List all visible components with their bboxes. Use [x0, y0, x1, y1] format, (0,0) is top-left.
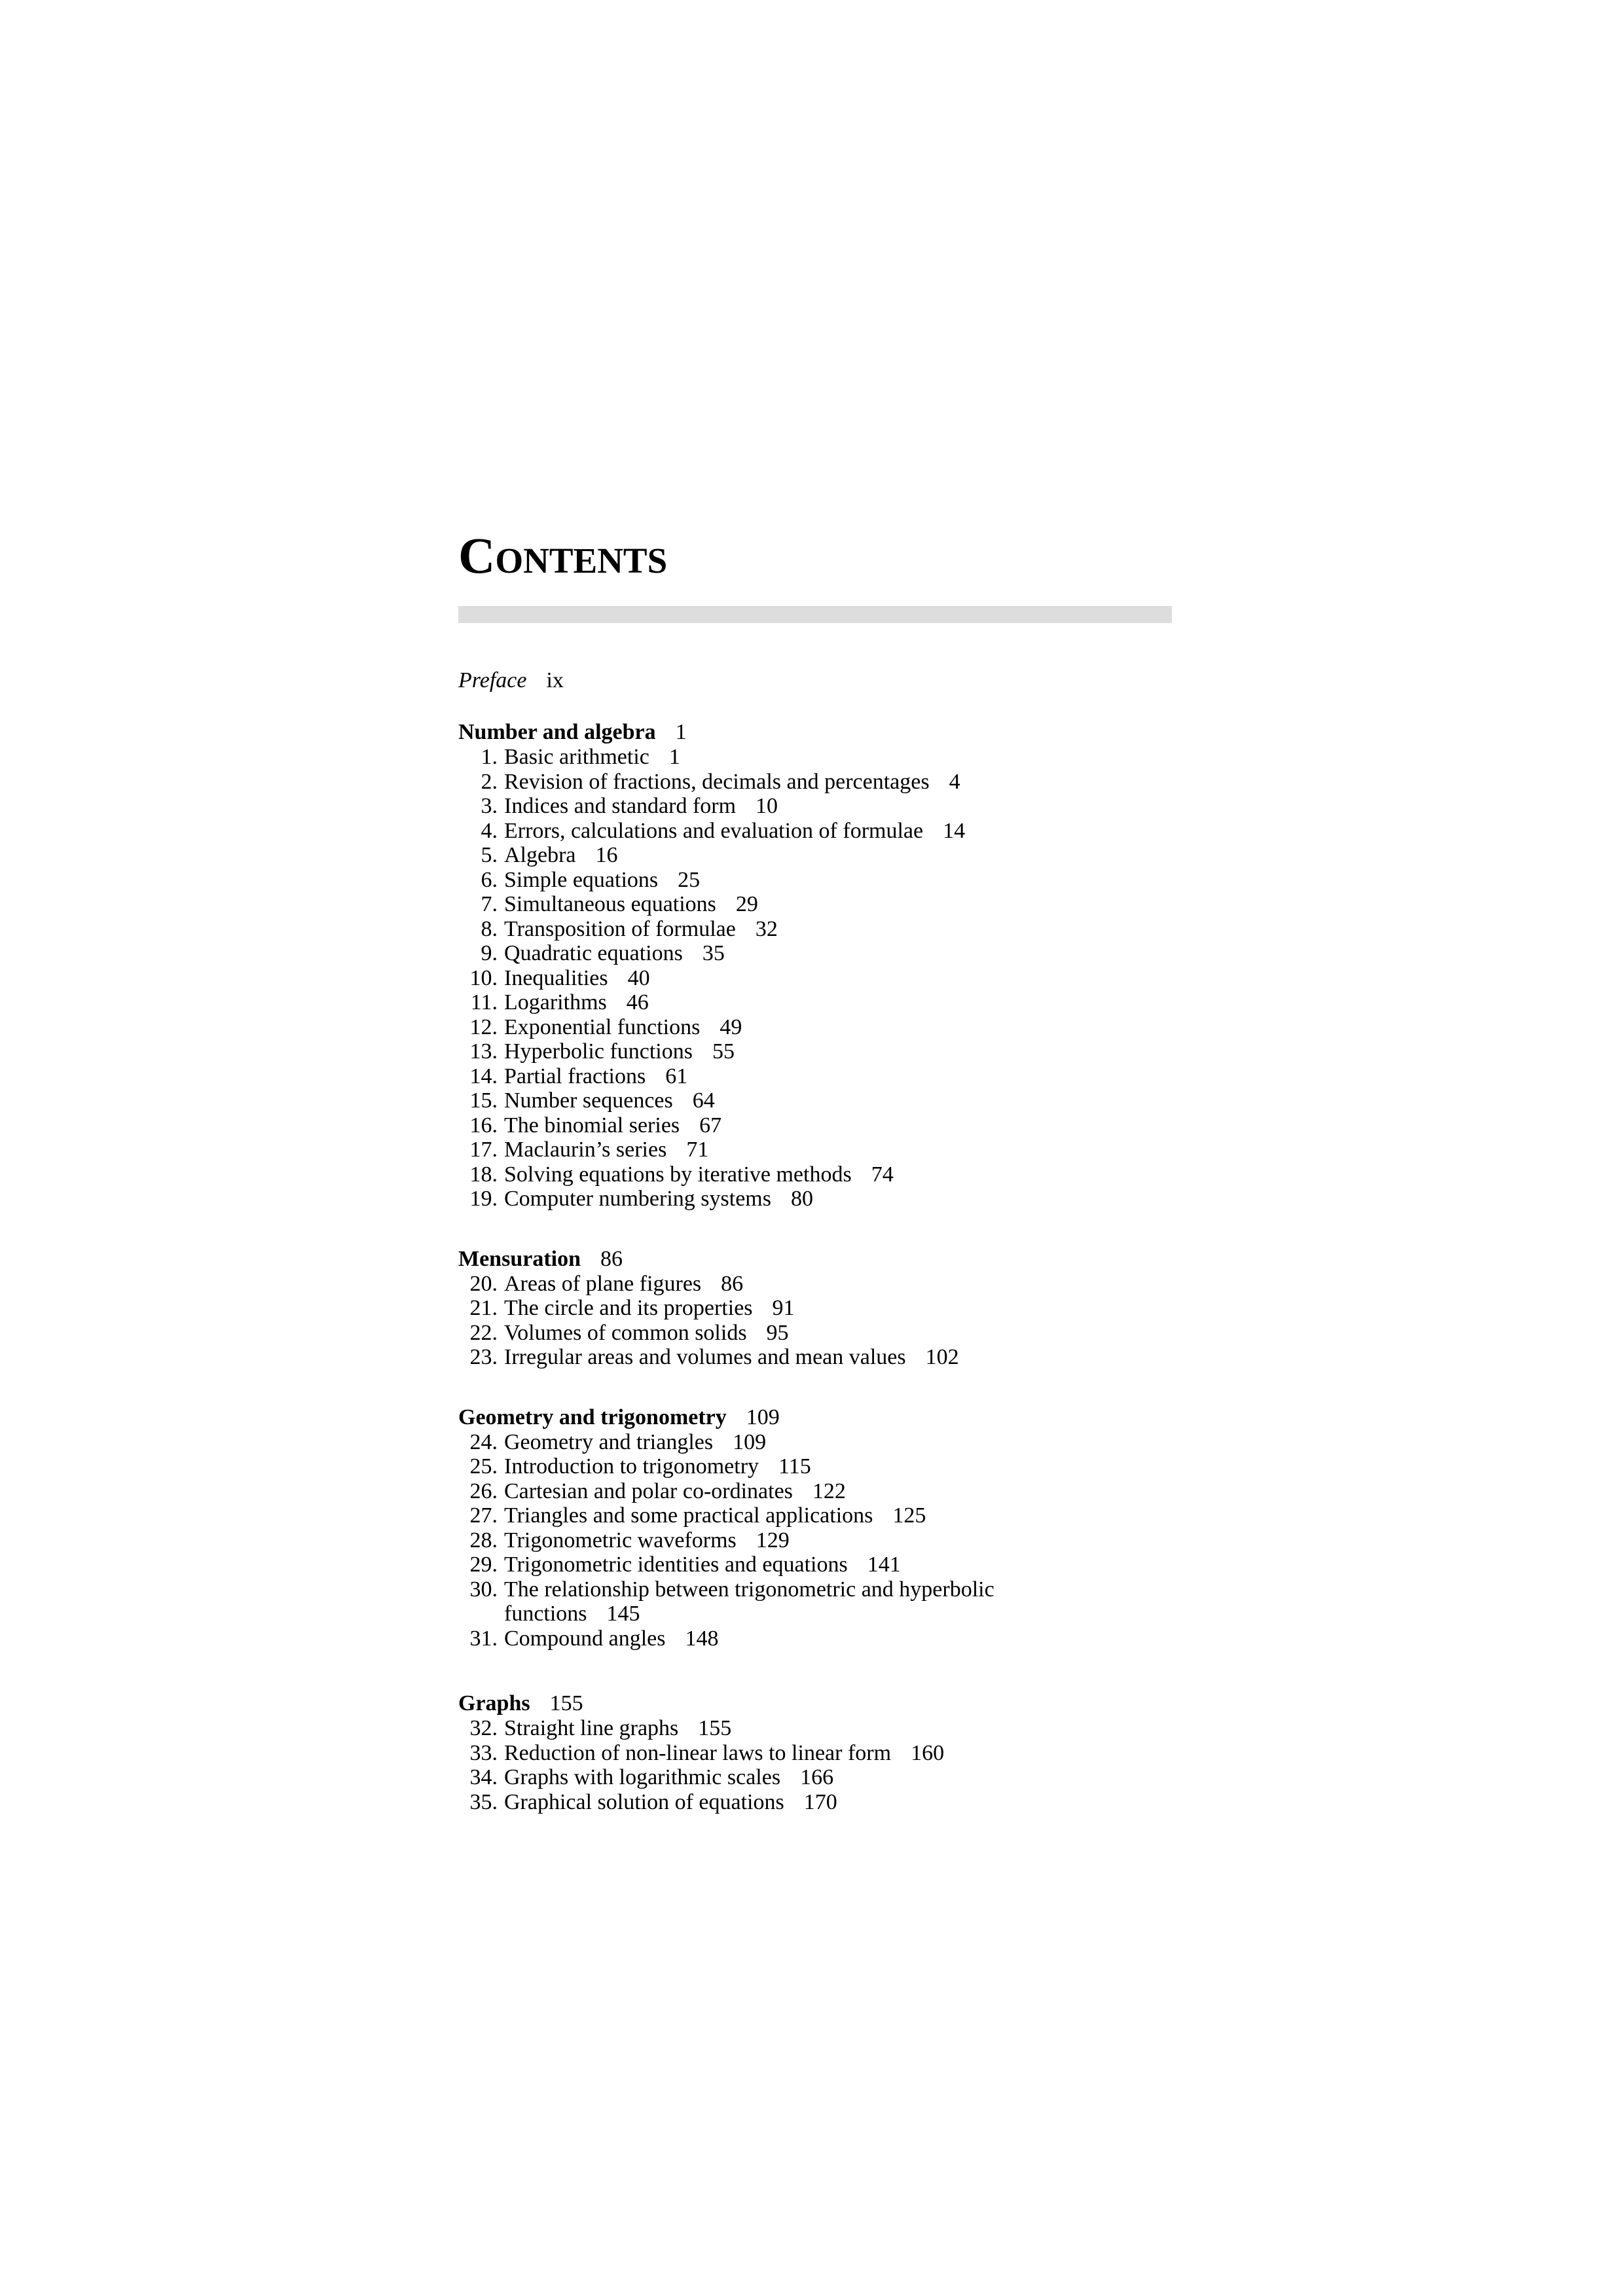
entry-title: Compound angles — [504, 1626, 666, 1651]
entry-text — [498, 917, 778, 942]
entry-number: 34. — [469, 1765, 498, 1789]
entry-title: Volumes of common solids — [504, 1320, 747, 1345]
entry-number: 5. — [481, 843, 498, 867]
entry-text — [498, 892, 758, 917]
entry-number: 24. — [469, 1429, 498, 1454]
entry-text — [498, 1626, 718, 1651]
section-geometry-and-trigonometry — [458, 1405, 1178, 1651]
entry-title: Number sequences — [504, 1088, 673, 1113]
entry-page: 35 — [702, 941, 725, 965]
entry-text — [498, 819, 965, 844]
toc-entry — [458, 1716, 1178, 1741]
preface-label: Preface — [458, 668, 527, 692]
entry-page: 1 — [668, 745, 680, 769]
entry-page: 122 — [812, 1479, 846, 1503]
entry-text — [498, 966, 650, 991]
entry-text — [498, 1430, 766, 1455]
toc-entry — [458, 1272, 1178, 1297]
entry-number: 32. — [469, 1716, 498, 1740]
entry-text — [498, 1296, 795, 1321]
entry-title: Indices and standard form — [504, 794, 737, 818]
toc-entry — [458, 917, 1178, 942]
entry-text — [498, 794, 778, 819]
section-number-and-algebra — [458, 720, 1178, 1211]
entry-page: 25 — [678, 867, 701, 892]
entry-text — [498, 1039, 735, 1064]
entry-list — [458, 1716, 1178, 1814]
entry-title: Straight line graphs — [504, 1716, 679, 1740]
entry-text — [498, 745, 680, 770]
entry-title: Reduction of non-linear laws to linear form — [504, 1740, 892, 1765]
entry-number: 13. — [469, 1039, 498, 1064]
entry-title: Introduction to trigonometry — [504, 1454, 759, 1479]
entry-title: Errors, calculations and evaluation of formulae — [504, 818, 924, 843]
toc-entry — [458, 1296, 1178, 1321]
toc-entry — [458, 1064, 1178, 1089]
toc-entry — [458, 745, 1178, 770]
section-title: Number and algebra — [458, 720, 656, 744]
entry-number: 7. — [481, 892, 498, 916]
entry-page: 55 — [712, 1039, 735, 1064]
entry-title: Logarithms — [504, 990, 607, 1014]
entry-page: 14 — [943, 818, 966, 843]
entry-title: Simultaneous equations — [504, 892, 716, 916]
entry-text — [498, 941, 725, 966]
toc-entry — [458, 1790, 1178, 1815]
toc-entry — [458, 1187, 1178, 1211]
entry-page: 67 — [699, 1113, 722, 1138]
entry-text — [498, 1015, 742, 1040]
entry-number: 35. — [469, 1789, 498, 1814]
entry-page: 109 — [733, 1429, 767, 1454]
section-heading — [458, 1247, 1178, 1272]
entry-title: Areas of plane figures — [504, 1271, 702, 1296]
entry-page: 129 — [756, 1528, 790, 1552]
entry-text — [498, 770, 960, 795]
entry-number: 30. — [469, 1577, 498, 1602]
entry-page: 49 — [720, 1014, 742, 1039]
entry-title: Geometry and triangles — [504, 1429, 714, 1454]
entry-text — [498, 1716, 731, 1741]
entry-title: Exponential functions — [504, 1014, 701, 1039]
toc-entry — [458, 1039, 1178, 1064]
entry-title: Quadratic equations — [504, 941, 683, 965]
entry-page: 125 — [892, 1503, 926, 1528]
entry-page: 145 — [606, 1602, 640, 1626]
toc-entry — [458, 1138, 1178, 1162]
section-title: Graphs — [458, 1691, 530, 1715]
entry-number: 8. — [481, 916, 498, 941]
entry-page: 40 — [627, 965, 650, 990]
entry-text — [498, 1064, 687, 1089]
toc-entry — [458, 1552, 1178, 1577]
toc-entry — [458, 1345, 1178, 1370]
entry-page: 74 — [871, 1162, 894, 1187]
entry-text — [498, 1321, 789, 1346]
entry-number: 20. — [469, 1271, 498, 1296]
entry-page: 61 — [665, 1064, 688, 1088]
entry-number: 25. — [469, 1454, 498, 1479]
toc-entry — [458, 1741, 1178, 1766]
entry-page: 4 — [949, 769, 960, 794]
entry-title: Transposition of formulae — [504, 916, 736, 941]
entry-number: 14. — [469, 1064, 498, 1088]
entry-title: Trigonometric waveforms — [504, 1528, 737, 1552]
entry-page: 155 — [698, 1716, 732, 1740]
entry-page: 29 — [735, 892, 758, 916]
entry-number: 19. — [469, 1187, 498, 1211]
entry-text — [498, 1345, 959, 1370]
contents-page — [458, 527, 1178, 1814]
entry-text — [498, 1272, 743, 1297]
entry-number: 12. — [469, 1014, 498, 1039]
entry-text — [498, 1113, 721, 1138]
entry-page: 91 — [772, 1296, 795, 1320]
entry-title: Revision of fractions, decimals and percentages — [504, 769, 930, 794]
toc-entry — [458, 1113, 1178, 1138]
entry-text — [498, 1552, 901, 1577]
entry-number: 3. — [481, 794, 498, 818]
entry-title: Algebra — [504, 843, 576, 867]
entry-title: Trigonometric identities and equations — [504, 1552, 848, 1577]
section-graphs — [458, 1691, 1178, 1814]
toc-entry — [458, 819, 1178, 844]
entry-title: Partial fractions — [504, 1064, 646, 1088]
entry-list — [458, 1272, 1178, 1370]
entry-title: Cartesian and polar co-ordinates — [504, 1479, 793, 1503]
section-title: Geometry and trigonometry — [458, 1405, 727, 1429]
title-rule — [458, 606, 1172, 623]
section-title: Mensuration — [458, 1246, 581, 1271]
toc-entry — [458, 1765, 1178, 1790]
entry-page: 141 — [867, 1552, 901, 1577]
entry-text — [498, 1088, 715, 1113]
entry-page: 95 — [766, 1320, 789, 1345]
toc-entry — [458, 1479, 1178, 1504]
toc-entry — [458, 868, 1178, 893]
entry-number: 33. — [469, 1740, 498, 1765]
entry-title: Triangles and some practical applications — [504, 1503, 873, 1528]
entry-text — [498, 990, 649, 1015]
entry-text — [498, 1454, 811, 1479]
section-page: 86 — [600, 1246, 623, 1271]
entry-page: 71 — [686, 1138, 709, 1162]
preface-entry — [458, 668, 1178, 694]
entry-title: Graphs with logarithmic scales — [504, 1765, 781, 1789]
section-heading — [458, 720, 1178, 745]
entry-number: 10. — [469, 965, 498, 990]
section-mensuration — [458, 1247, 1178, 1370]
toc-entry — [458, 1577, 1178, 1626]
toc-entry — [458, 990, 1178, 1015]
entry-title: The relationship between trigonometric and hyperbolic functions — [504, 1577, 994, 1626]
entry-title: Simple equations — [504, 867, 659, 892]
entry-page: 115 — [778, 1454, 811, 1479]
entry-title: Basic arithmetic — [504, 745, 649, 769]
toc-entry — [458, 1503, 1178, 1528]
entry-text — [498, 1479, 846, 1504]
entry-page: 80 — [790, 1187, 813, 1211]
entry-page: 32 — [755, 916, 778, 941]
entry-page: 16 — [595, 843, 618, 867]
entry-list — [458, 1430, 1178, 1651]
toc-entry — [458, 1430, 1178, 1455]
entry-title: Graphical solution of equations — [504, 1789, 784, 1814]
entry-number: 17. — [469, 1138, 498, 1162]
section-page: 109 — [746, 1405, 780, 1429]
entry-page: 170 — [803, 1789, 837, 1814]
entry-page: 10 — [756, 794, 778, 818]
entry-number: 23. — [469, 1345, 498, 1369]
entry-title: Computer numbering systems — [504, 1187, 771, 1211]
entry-number: 4. — [481, 818, 498, 843]
entry-text — [498, 1577, 1054, 1626]
entry-number: 27. — [469, 1503, 498, 1528]
entry-page: 160 — [911, 1740, 945, 1765]
entry-page: 86 — [721, 1271, 744, 1296]
entry-title: Inequalities — [504, 965, 608, 990]
toc-entry — [458, 1162, 1178, 1187]
entry-title: Maclaurin’s series — [504, 1138, 667, 1162]
entry-text — [498, 1741, 944, 1766]
entry-text — [498, 1528, 790, 1553]
entry-number: 21. — [469, 1296, 498, 1320]
entry-text — [498, 868, 700, 893]
toc-entry — [458, 1088, 1178, 1113]
toc-entry — [458, 1015, 1178, 1040]
toc-entry — [458, 1528, 1178, 1553]
entry-text — [498, 843, 618, 868]
entry-text — [498, 1138, 708, 1162]
entry-title: Irregular areas and volumes and mean values — [504, 1345, 906, 1369]
entry-text — [498, 1187, 813, 1211]
toc-entry — [458, 1626, 1178, 1651]
toc-entry — [458, 843, 1178, 868]
entry-title: The circle and its properties — [504, 1296, 753, 1320]
preface-page: ix — [546, 668, 564, 692]
section-heading — [458, 1691, 1178, 1716]
entry-number: 11. — [470, 990, 498, 1014]
entry-number: 26. — [469, 1479, 498, 1503]
toc-entry — [458, 892, 1178, 917]
entry-text — [498, 1162, 894, 1187]
toc-entry — [458, 966, 1178, 991]
entry-text — [498, 1503, 926, 1528]
toc-entry — [458, 941, 1178, 966]
entry-page: 46 — [626, 990, 649, 1014]
entry-number: 29. — [469, 1552, 498, 1577]
entry-number: 31. — [469, 1626, 498, 1651]
toc-entry — [458, 1321, 1178, 1346]
entry-text — [498, 1790, 837, 1815]
section-page: 155 — [549, 1691, 583, 1715]
toc-entry — [458, 1454, 1178, 1479]
page-title: Contents — [458, 527, 668, 584]
entry-page: 64 — [692, 1088, 715, 1113]
entry-number: 28. — [469, 1528, 498, 1552]
section-page: 1 — [675, 720, 687, 744]
entry-number: 2. — [481, 769, 498, 794]
entry-number: 16. — [469, 1113, 498, 1138]
entry-number: 18. — [469, 1162, 498, 1187]
toc-entry — [458, 770, 1178, 795]
entry-number: 1. — [481, 745, 498, 769]
entry-text — [498, 1765, 833, 1790]
entry-number: 9. — [481, 941, 498, 965]
entry-number: 22. — [469, 1320, 498, 1345]
entry-page: 148 — [685, 1626, 719, 1651]
entry-number: 15. — [469, 1088, 498, 1113]
entry-title: Solving equations by iterative methods — [504, 1162, 852, 1187]
entry-number: 6. — [481, 867, 498, 892]
entry-title: The binomial series — [504, 1113, 680, 1138]
entry-page: 166 — [800, 1765, 834, 1789]
entry-title: Hyperbolic functions — [504, 1039, 693, 1064]
entry-list — [458, 745, 1178, 1211]
section-heading — [458, 1405, 1178, 1430]
entry-page: 102 — [925, 1345, 959, 1369]
toc-entry — [458, 794, 1178, 819]
